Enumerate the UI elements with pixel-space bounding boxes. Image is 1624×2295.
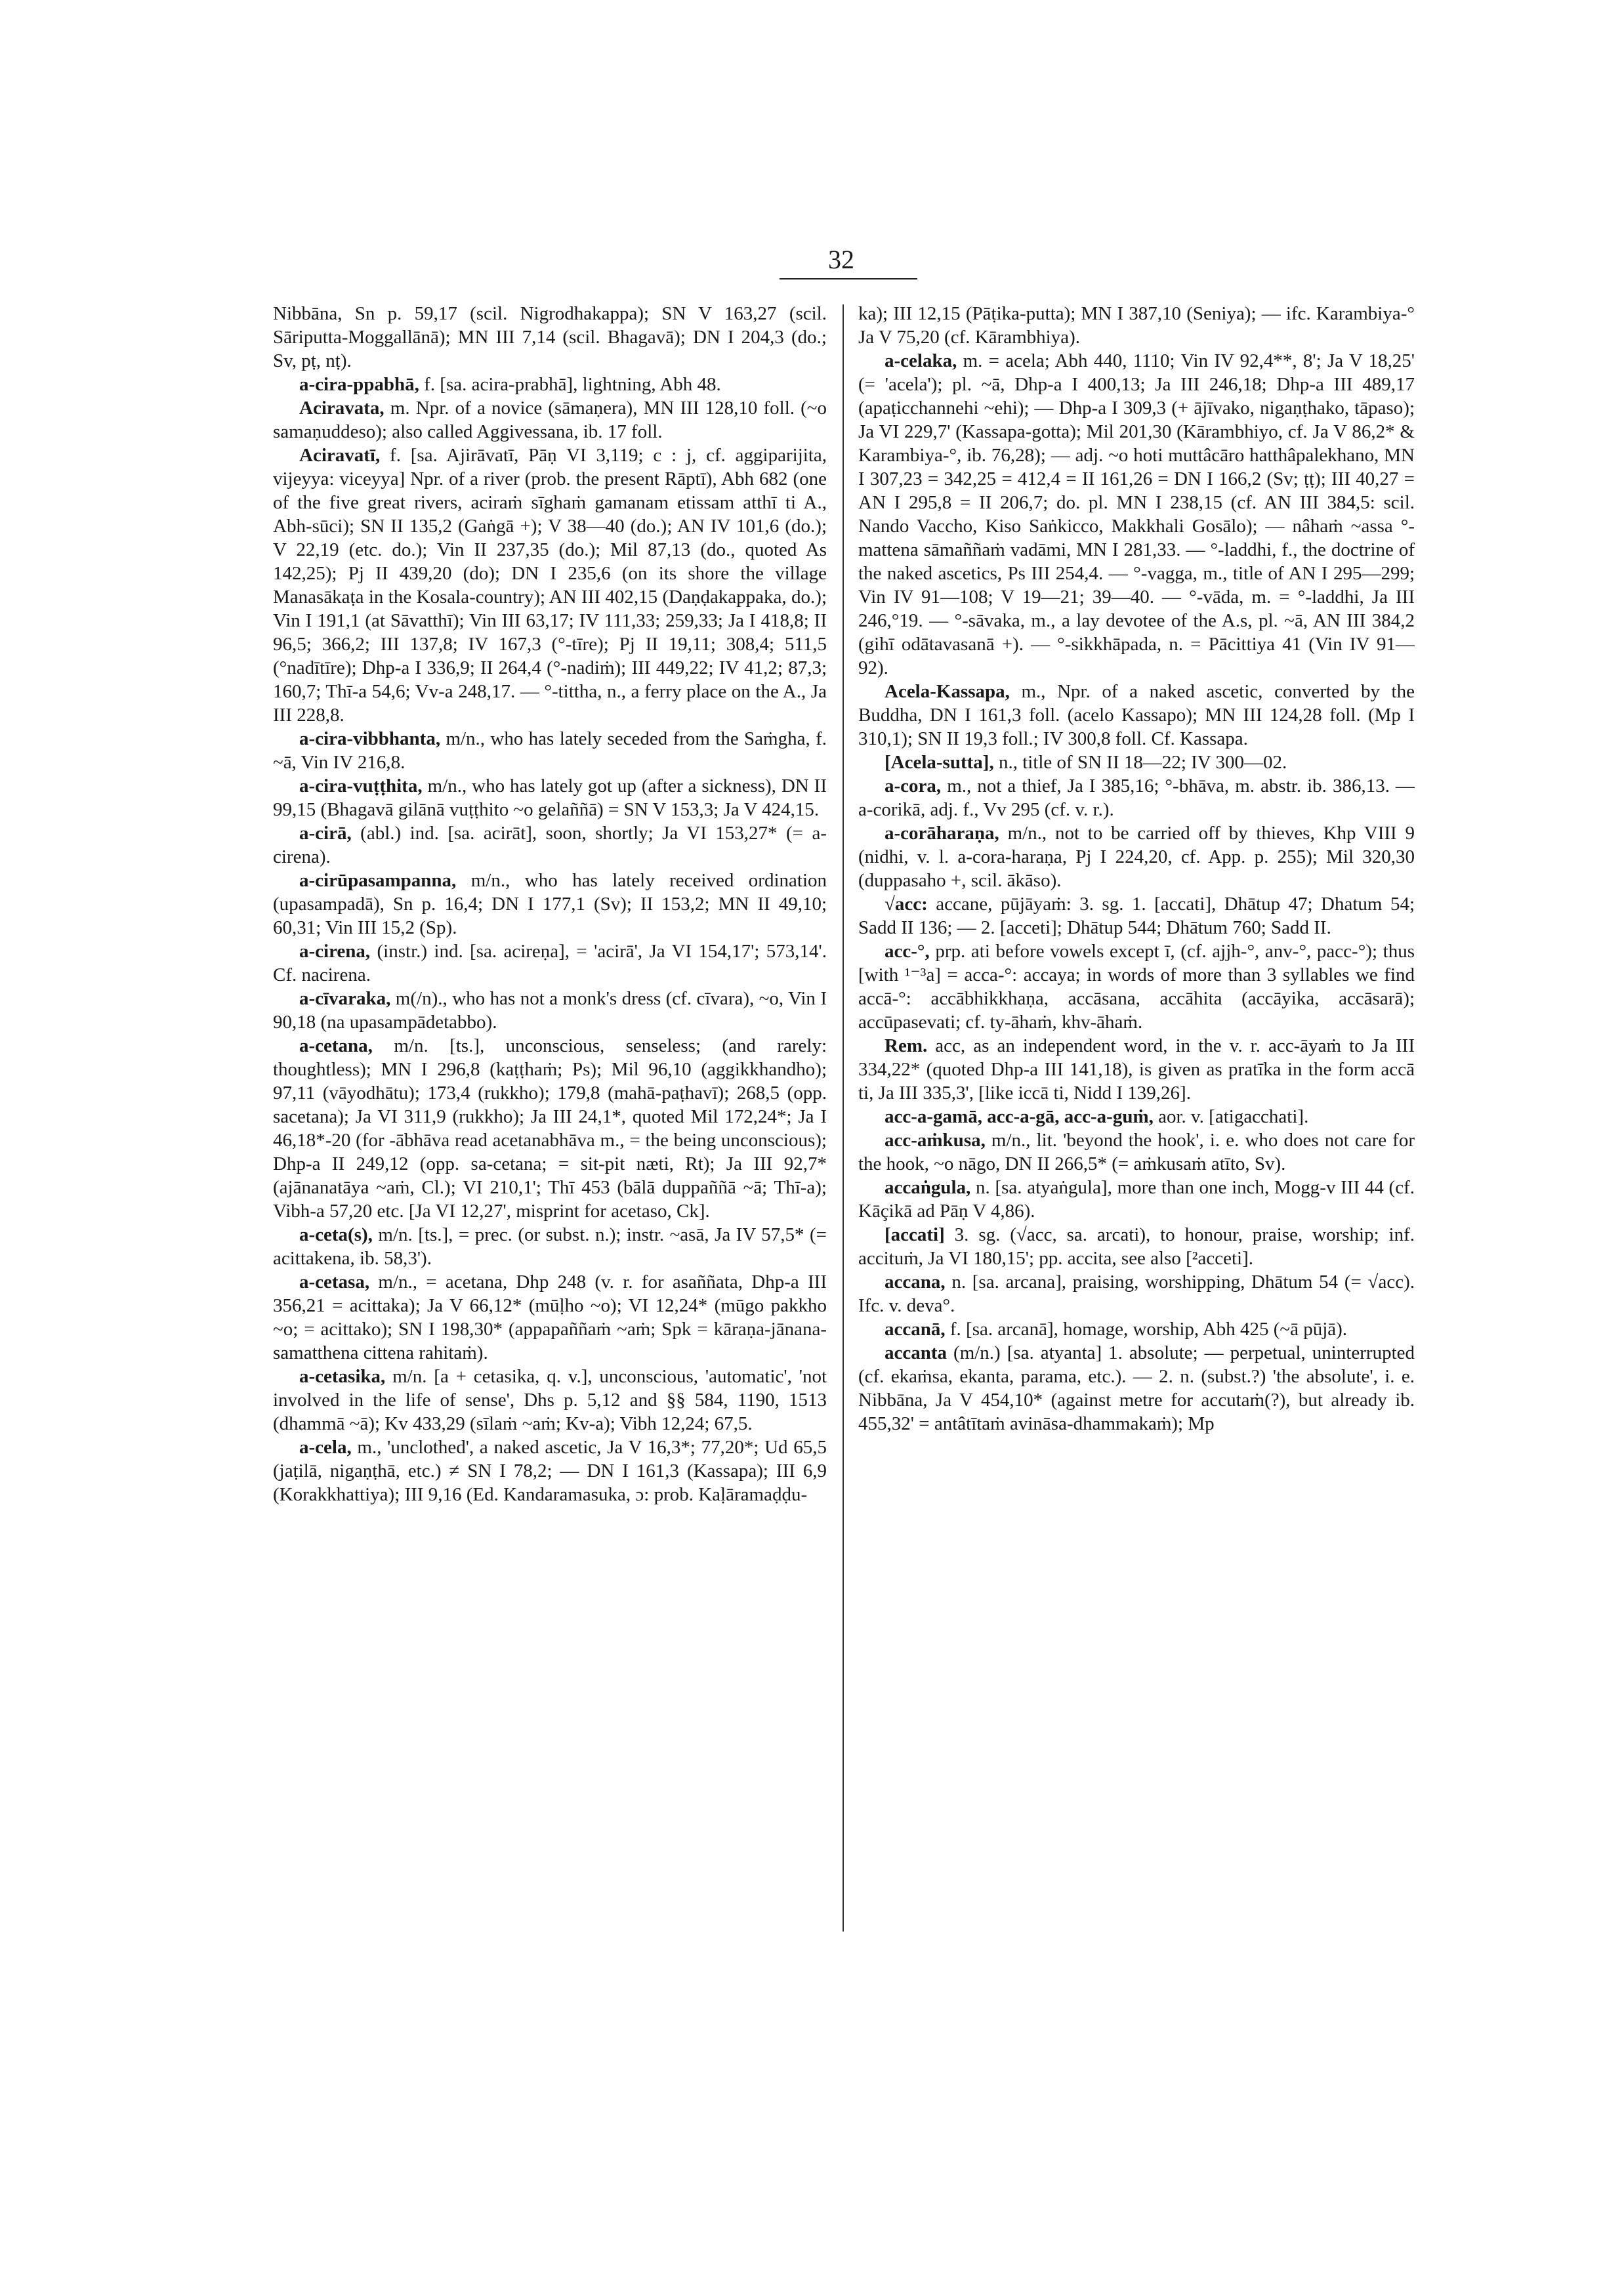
entry-headword: a-cirā,	[299, 823, 352, 844]
entry-headword: Rem.	[885, 1035, 928, 1056]
dictionary-entry	[273, 1223, 827, 1270]
entry-continuation	[858, 302, 1415, 349]
entry-headword: accaṅgula,	[885, 1177, 971, 1198]
left-column	[273, 302, 827, 1506]
entry-headword: [Acela-sutta],	[885, 752, 994, 773]
dictionary-entry	[273, 727, 827, 774]
entry-text: aor. v. [atigacchati].	[1153, 1106, 1309, 1127]
dictionary-entry	[858, 680, 1415, 751]
entry-text: Nibbāna, Sn p. 59,17 (scil. Nigrodhakappa); SN V 163,27 (scil. Sāriputta-Moggallānā); MN III 7,14 (scil. Bhagavā); DN I 204,3 (do.; Sv, pṭ, nṭ).	[273, 303, 827, 371]
entry-continuation	[273, 302, 827, 373]
dictionary-entry	[273, 1365, 827, 1436]
dictionary-entry	[273, 1436, 827, 1506]
entry-headword: acc-a-gamā, acc-a-gā, acc-a-guṁ,	[885, 1106, 1154, 1127]
entry-headword: a-cirūpasampanna,	[299, 870, 457, 891]
dictionary-entry	[858, 1270, 1415, 1317]
dictionary-entry	[858, 1317, 1415, 1341]
dictionary-entry	[273, 987, 827, 1034]
entry-text: f. [sa. arcanā], homage, worship, Abh 425 (~ā pūjā).	[945, 1319, 1348, 1340]
entry-headword: a-cora,	[885, 775, 942, 796]
dictionary-entry	[273, 1034, 827, 1223]
dictionary-entry	[273, 940, 827, 987]
entry-headword: a-cetasa,	[299, 1272, 370, 1292]
entry-text: f. [sa. Ajirāvatī, Pāṇ VI 3,119; c : j, cf. aggiparijita, vijeyya: viceyya] Npr. of a river (prob. the present Rāptī), Abh 682 (one of the five great rivers, aciraṁ sīghaṁ gamanam etissam atthī ti A., Abh-sūci); SN II 135,2 (Gaṅgā +); V 38—40 (do.); AN IV 101,6 (do.); V 22,19 (etc. do.); Vin II 237,35 (do.); Mil 87,13 (do., quoted As 142,25); Pj II 439,20 (do); DN I 235,6 (on its shore the village Manasākaṭa in the Kosala-country); AN III 402,15 (Daṇḍakappaka, do.); Vin I 191,1 (at Sāvatthī); Vin III 63,17; IV 111,33; 259,33; Ja I 418,8; II 96,5; 366,2; III 137,8; IV 167,3 (°-tīre); Pj II 19,11; 308,4; 511,5 (°nadītīre); Dhp-a I 336,9; II 264,4 (°-nadiṁ); III 449,22; IV 41,2; 87,3; 160,7; Thī-a 54,6; Vv-a 248,17. — °-tittha, n., a ferry place on the A., Ja III 228,8.	[273, 445, 827, 726]
dictionary-entry	[858, 1034, 1415, 1105]
dictionary-entry	[858, 774, 1415, 821]
entry-headword: acc-°,	[885, 941, 930, 962]
entry-text: m/n., who has lately seceded from the Saṁgha, f. ~ā, Vin IV 216,8.	[273, 728, 827, 773]
dictionary-entry	[273, 869, 827, 940]
entry-text: n. [sa. atyaṅgula], more than one inch, Mogg-v III 44 (cf. Kāçikā ad Pāṇ V 4,86).	[858, 1177, 1415, 1222]
entry-text: accane, pūjāyaṁ: 3. sg. 1. [accati], Dhātup 47; Dhatum 54; Sadd II 136; — 2. [acceti]; Dhātup 544; Dhātum 760; Sadd II.	[858, 894, 1415, 938]
entry-headword: [accati]	[885, 1224, 945, 1245]
entry-text: f. [sa. acira-prabhā], lightning, Abh 48.	[419, 374, 721, 395]
entry-text: m/n., = acetana, Dhp 248 (v. r. for asaññata, Dhp-a III 356,21 = acittaka); Ja V 66,12* (mūḷho ~o); VI 12,24* (mūgo pakkho ~o; = acittako); SN I 198,30* (appapaññaṁ ~aṁ; Spk = kāraṇa-jānana-samatthena cittena rahitaṁ).	[273, 1272, 827, 1363]
entry-text: (instr.) ind. [sa. acireṇa], = 'acirā', Ja VI 154,17'; 573,14'. Cf. nacirena.	[273, 941, 827, 985]
entry-text: m/n., not to be carried off by thieves, Khp VIII 9 (nidhi, v. l. a-cora-haraṇa, Pj I 224,20, cf. App. p. 255); Mil 320,30 (duppasaho +, scil. ākāso).	[858, 823, 1415, 891]
dictionary-entry	[273, 821, 827, 869]
dictionary-entry	[858, 751, 1415, 774]
entry-text: n., title of SN II 18—22; IV 300—02.	[993, 752, 1287, 773]
entry-headword: a-cetana,	[299, 1035, 373, 1056]
entry-text: m(/n)., who has not a monk's dress (cf. cīvara), ~o, Vin I 90,18 (na upasampādetabbo).	[273, 988, 827, 1033]
entry-headword: Aciravata,	[299, 398, 385, 419]
dictionary-entry	[858, 1128, 1415, 1176]
dictionary-entry	[858, 1341, 1415, 1436]
entry-headword: accanā,	[885, 1319, 946, 1340]
entry-headword: a-cīvaraka,	[299, 988, 391, 1009]
entry-headword: a-corāharaṇa,	[885, 823, 999, 844]
entry-text: 3. sg. (√acc, sa. arcati), to honour, praise, worship; inf. accituṁ, Ja VI 180,15'; pp. accita, see also [²acceti].	[858, 1224, 1415, 1269]
entry-text: acc, as an independent word, in the v. r. acc-āyaṁ to Ja III 334,22* (quoted Dhp-a III 141,18), is given as pratīka in the form accā ti, Ja III 335,3', [like iccā ti, Nidd I 139,26].	[858, 1035, 1415, 1104]
entry-headword: √acc:	[885, 894, 928, 915]
entry-headword: a-cetasika,	[299, 1366, 386, 1387]
entry-headword: accanta	[885, 1342, 947, 1363]
entry-text: m., 'unclothed', a naked ascetic, Ja V 16,3*; 77,20*; Ud 65,5 (jaṭilā, nigaṇṭhā, etc.) ≠ SN I 78,2; — DN I 161,3 (Kassapa); III 6,9 (Korakkhattiya); III 9,16 (Ed. Kandaramasuka, ɔ: prob. Kaḷāramaḍḍu-	[273, 1437, 827, 1505]
entry-text: m/n., who has lately received ordination (upasampadā), Sn p. 16,4; DN I 177,1 (Sv); II 153,2; MN II 49,10; 60,31; Vin III 15,2 (Sp).	[273, 870, 827, 938]
entry-headword: Aciravatī,	[299, 445, 381, 466]
entry-text: (m/n.) [sa. atyanta] 1. absolute; — perpetual, uninterrupted (cf. ekaṁsa, ekanta, parama, etc.). — 2. n. (subst.?) 'the absolute', i. e. Nibbāna, Ja V 454,10* (against metre for accutaṁ(?), but already ib. 455,32' = antâtītaṁ avināsa-dhammakaṁ); Mp	[858, 1342, 1415, 1434]
entry-text: m/n. [a + cetasika, q. v.], unconscious, 'automatic', 'not involved in the life of sense', Dhs p. 5,12 and §§ 584, 1190, 1513 (dhammā ~ā); Kv 433,29 (sīlaṁ ~aṁ; Kv-a); Vibh 12,24; 67,5.	[273, 1366, 827, 1434]
entry-text: m. Npr. of a novice (sāmaṇera), MN III 128,10 foll. (~o samaṇuddeso); also called Aggivessana, ib. 17 foll.	[273, 398, 827, 442]
entry-text: m., Npr. of a naked ascetic, converted by the Buddha, DN I 161,3 foll. (acelo Kassapo); MN III 124,28 foll. (Mp I 310,1); SN II 19,3 foll.; IV 300,8 foll. Cf. Kassapa.	[858, 681, 1415, 749]
dictionary-entry	[858, 349, 1415, 680]
header-rule	[780, 278, 917, 279]
entry-headword: a-cirena,	[299, 941, 371, 962]
dictionary-entry	[858, 1176, 1415, 1223]
entry-text: n. [sa. arcana], praising, worshipping, Dhātum 54 (= √acc). Ifc. v. deva°.	[858, 1272, 1415, 1316]
dictionary-entry	[858, 1223, 1415, 1270]
entry-text: m/n., who has lately got up (after a sickness), DN II 99,15 (Bhagavā gilānā vuṭṭhito ~o gelaññā) = SN V 153,3; Ja V 424,15.	[273, 775, 827, 820]
entry-headword: a-cira-vuṭṭhita,	[299, 775, 423, 796]
entry-headword: Acela-Kassapa,	[885, 681, 1010, 702]
dictionary-entry	[858, 821, 1415, 892]
entry-text: prp. ati before vowels except ī, (cf. ajjh-°, anv-°, pacc-°); thus [with ¹⁻³a] = acca-°: accaya; in words of more than 3 syllables we find accā-°: accābhikkhaṇa, accāsana, accāhita (accāyika, accāsarā); accūpasevati; cf. ty-āhaṁ, khv-āhaṁ.	[858, 941, 1415, 1033]
entry-text: m/n., lit. 'beyond the hook', i. e. who does not care for the hook, ~o nāgo, DN II 266,5* (= aṁkusaṁ atīto, Sv).	[858, 1130, 1415, 1174]
dictionary-entry	[273, 444, 827, 727]
entry-text: m. = acela; Abh 440, 1110; Vin IV 92,4**, 8'; Ja V 18,25' (= 'acela'); pl. ~ā, Dhp-a I 400,13; Ja III 246,18; Dhp-a III 489,17 (apaṭicchannehi ~ehi); — Dhp-a I 309,3 (+ ājīvako, nigaṇṭhako, tāpaso); Ja VI 229,7' (Kassapa-gotta); Mil 201,30 (Kārambhiyo, cf. Ja V 86,2* & Karambiya-°, ib. 76,28); — adj. ~o hoti muttâcāro hatthâpalekhano, MN I 307,23 = 342,25 = 412,4 = II 161,26 = DN I 166,2 (Sv; ṭṭ); III 40,27 = AN I 295,8 = II 206,7; do. pl. MN I 238,15 (cf. AN III 384,5: scil. Nando Vaccho, Kiso Saṅkicco, Makkhali Gosālo); — nâhaṁ ~assa °-mattena sāmaññaṁ vadāmi, MN I 281,33. — °-laddhi, f., the doctrine of the naked ascetics, Ps III 254,4. — °-vagga, m., title of AN I 295—299; Vin IV 91—108; V 19—21; 39—40. — °-vāda, m. = °-laddhi, Ja III 246,°19. — °-sāvaka, m., a lay devotee of the A.s, pl. ~ā, AN III 384,2 (gihī odātavasanā +). — °-sikkhāpada, n. = Pācittiya 41 (Vin IV 91—92).	[858, 350, 1415, 678]
dictionary-entry	[858, 892, 1415, 940]
dictionary-entry	[273, 396, 827, 444]
entry-headword: accana,	[885, 1272, 946, 1292]
entry-text: (abl.) ind. [sa. acirāt], soon, shortly; Ja VI 153,27* (= a-cirena).	[273, 823, 827, 867]
entry-text: m/n. [ts.], = prec. (or subst. n.); instr. ~asā, Ja IV 57,5* (= acittakena, ib. 58,3').	[273, 1224, 827, 1269]
entry-headword: a-celaka,	[885, 350, 957, 371]
dictionary-entry	[273, 1270, 827, 1365]
right-column	[858, 302, 1415, 1436]
entry-headword: acc-aṁkusa,	[885, 1130, 986, 1151]
entry-text: ka); III 12,15 (Pāṭika-putta); MN I 387,10 (Seniya); — ifc. Karambiya-° Ja V 75,20 (cf. Kārambhiya).	[858, 303, 1415, 348]
entry-text: m., not a thief, Ja I 385,16; °-bhāva, m. abstr. ib. 386,13. — a-corikā, adj. f., Vv 295 (cf. v. r.).	[858, 775, 1415, 820]
entry-headword: a-cira-vibbhanta,	[299, 728, 441, 749]
entry-text: m/n. [ts.], unconscious, senseless; (and rarely: thoughtless); MN I 296,8 (kaṭṭhaṁ; Ps); Mil 96,10 (aggikkhandho); 97,11 (vāyodhātu); 173,4 (rukkho); 179,8 (mahā-paṭhavī); 268,5 (opp. sacetana); Ja VI 311,9 (rukkho); Ja III 24,1*, quoted Mil 172,24*; Ja I 46,18*-20 (for -ābhāva read acetanabhāva m., = the being unconscious); Dhp-a II 249,12 (opp. sa-cetana; = sit-pit næti, Rt); Ja III 92,7* (ajānanatāya ~aṁ, Cl.); VI 210,1'; Thī 453 (bālā duppaññā ~ā; Thī-a); Vibh-a 57,20 etc. [Ja VI 12,27', misprint for acetaso, Ck].	[273, 1035, 827, 1222]
dictionary-entry	[858, 940, 1415, 1034]
entry-headword: a-ceta(s),	[299, 1224, 373, 1245]
entry-headword: a-cira-ppabhā,	[299, 374, 419, 395]
entry-headword: a-cela,	[299, 1437, 352, 1458]
dictionary-entry	[273, 373, 827, 396]
dictionary-entry	[273, 774, 827, 821]
column-divider	[843, 304, 844, 1932]
dictionary-entry	[858, 1105, 1415, 1128]
page-number: 32	[828, 245, 854, 274]
